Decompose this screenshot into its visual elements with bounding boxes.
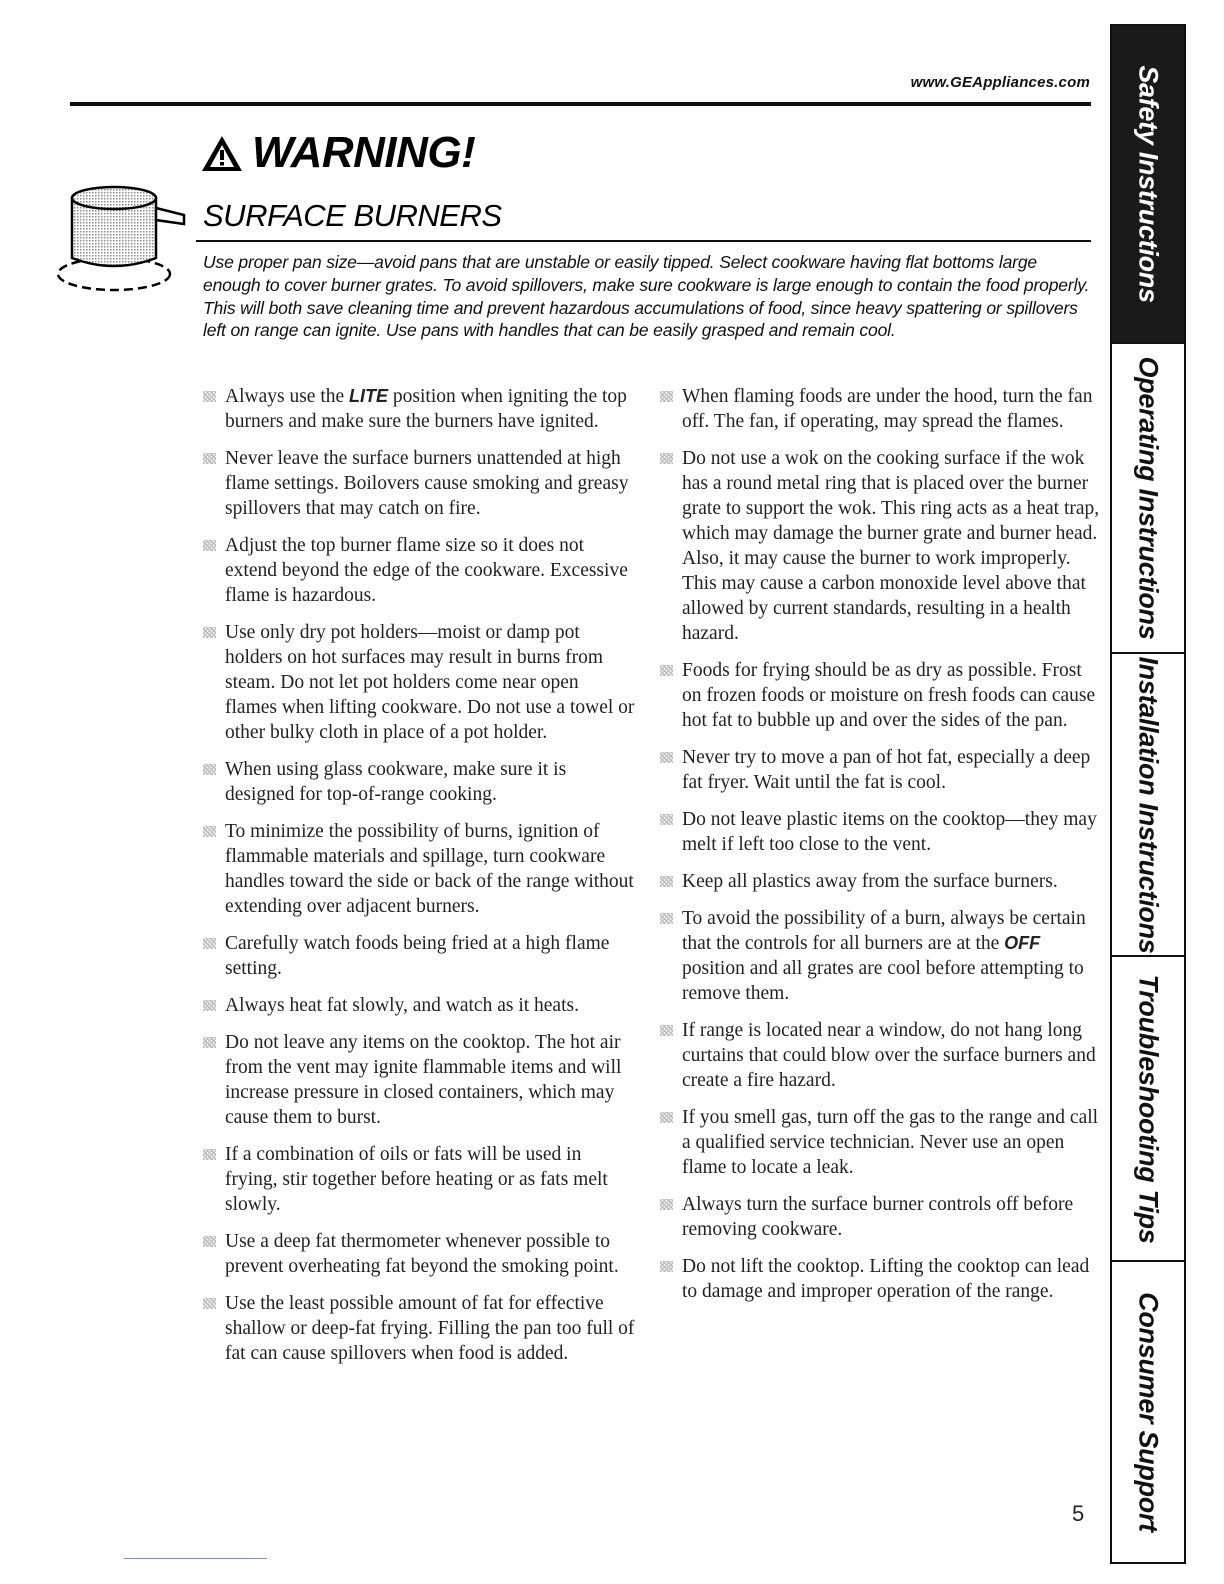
bullet-icon [203, 938, 216, 949]
pot-on-burner-icon [56, 168, 192, 300]
list-item: When flaming foods are under the hood, turn the fan off. The fan, if operating, may spread the flames. [660, 384, 1100, 434]
bullet-icon [203, 1298, 216, 1309]
tab-troubleshooting-tips[interactable] [1112, 955, 1184, 1260]
bullet-icon [203, 1149, 216, 1160]
list-item: Do not lift the cooktop. Lifting the cooktop can lead to damage and improper operation of the range. [660, 1254, 1100, 1304]
tab-label: Installation Instructions [1133, 655, 1164, 954]
intro-paragraph: Use proper pan size—avoid pans that are unstable or easily tipped. Select cookware having flat bottoms large enough to cover burner grates. To avoid spillovers, make sure cookware is large enough to contain the food properly. This will both save cleaning time and prevent hazardous accumulations of food, since heavy spattering or spillovers left on range can ignite. Use pans with handles that can be easily grasped and remain cool. [203, 252, 1090, 341]
footer-rule [124, 1558, 267, 1559]
warning-title [200, 128, 475, 178]
lite-setting-label: LITE [349, 386, 389, 406]
warning-triangle-icon [200, 133, 244, 173]
bullet-icon [203, 453, 216, 464]
list-item: Always turn the surface burner controls off before removing cookware. [660, 1192, 1100, 1242]
bullet-icon [660, 665, 673, 676]
tab-label: Safety Instructions [1133, 65, 1164, 303]
bullet-icon [203, 764, 216, 775]
bullet-icon [660, 913, 673, 924]
tab-operating-instructions[interactable] [1112, 342, 1184, 652]
bullet-icon [660, 814, 673, 825]
list-item: Never leave the surface burners unattended at high flame settings. Boilovers cause smoking and greasy spillovers that may catch on fire. [203, 446, 635, 521]
bullet-icon [660, 1025, 673, 1036]
section-rule [196, 240, 1091, 242]
list-item: Use a deep fat thermometer whenever possible to prevent overheating fat beyond the smoking point. [203, 1229, 635, 1279]
off-setting-label: OFF [1004, 933, 1041, 953]
left-column [203, 384, 635, 1378]
tab-safety-instructions[interactable] [1112, 26, 1184, 342]
list-item: Carefully watch foods being fried at a high flame setting. [203, 931, 635, 981]
list-item: Do not use a wok on the cooking surface if the wok has a round metal ring that is placed over the burner grate to support the wok. This ring acts as a heat trap, which may damage the burner grate and burner head. Also, it may cause the burner to work improperly. This may cause a carbon monoxide level above that allowed by current standards, resulting in a health hazard. [660, 446, 1100, 646]
bullet-icon [660, 391, 673, 402]
section-tabs [1110, 24, 1186, 1564]
bullet-icon [660, 1112, 673, 1123]
right-column [660, 384, 1100, 1316]
list-item: Do not leave plastic items on the cooktop—they may melt if left too close to the vent. [660, 807, 1100, 857]
tab-installation-instructions[interactable] [1112, 652, 1184, 955]
page-number: 5 [1072, 1501, 1085, 1526]
bullet-icon [660, 752, 673, 763]
bullet-icon [203, 540, 216, 551]
list-item: To avoid the possibility of a burn, always be certain that the controls for all burners are at the OFF position and all grates are cool before attempting to remove them. [660, 906, 1100, 1006]
list-item: Always heat fat slowly, and watch as it heats. [203, 993, 635, 1018]
list-item: When using glass cookware, make sure it is designed for top-of-range cooking. [203, 757, 635, 807]
list-item: If a combination of oils or fats will be used in frying, stir together before heating or as fats melt slowly. [203, 1142, 635, 1217]
bullet-icon [203, 1236, 216, 1247]
tab-consumer-support[interactable] [1112, 1260, 1184, 1562]
bullet-icon [660, 1261, 673, 1272]
bullet-icon [203, 1037, 216, 1048]
list-item: Use the least possible amount of fat for effective shallow or deep-fat frying. Filling the pan too full of fat can cause spillovers when food is added. [203, 1291, 635, 1366]
section-heading: SURFACE BURNERS [203, 198, 502, 233]
bullet-icon [203, 1000, 216, 1011]
warning-title-text: WARNING! [252, 128, 476, 177]
tab-label: Operating Instructions [1133, 356, 1164, 640]
list-item: Foods for frying should be as dry as possible. Frost on frozen foods or moisture on fresh foods can cause hot fat to bubble up and over the sides of the pan. [660, 658, 1100, 733]
tab-label: Troubleshooting Tips [1133, 974, 1164, 1243]
bullet-icon [203, 627, 216, 638]
list-item: To minimize the possibility of burns, ignition of flammable materials and spillage, turn cookware handles toward the side or back of the range without extending over adjacent burners. [203, 819, 635, 919]
tab-label: Consumer Support [1133, 1292, 1164, 1532]
list-item: Keep all plastics away from the surface burners. [660, 869, 1100, 894]
bullet-icon [660, 453, 673, 464]
list-item: Use only dry pot holders—moist or damp pot holders on hot surfaces may result in burns from steam. Do not let pot holders come near open flames when lifting cookware. Do not use a towel or other bulky cloth in place of a pot holder. [203, 620, 635, 745]
list-item: If you smell gas, turn off the gas to the range and call a qualified service technician. Never use an open flame to locate a leak. [660, 1105, 1100, 1180]
bullet-icon [660, 876, 673, 887]
list-item: Do not leave any items on the cooktop. The hot air from the vent may ignite flammable items and will increase pressure in closed containers, which may cause them to burst. [203, 1030, 635, 1130]
list-item: If range is located near a window, do not hang long curtains that could blow over the surface burners and create a fire hazard. [660, 1018, 1100, 1093]
header-rule [70, 102, 1091, 106]
website-url: www.GEAppliances.com [910, 74, 1090, 91]
list-item: Adjust the top burner flame size so it does not extend beyond the edge of the cookware. Excessive flame is hazardous. [203, 533, 635, 608]
bullet-icon [203, 391, 216, 402]
list-item: Always use the LITE position when igniting the top burners and make sure the burners have ignited. [203, 384, 635, 434]
bullet-icon [660, 1199, 673, 1210]
list-item: Never try to move a pan of hot fat, especially a deep fat fryer. Wait until the fat is cool. [660, 745, 1100, 795]
bullet-icon [203, 826, 216, 837]
